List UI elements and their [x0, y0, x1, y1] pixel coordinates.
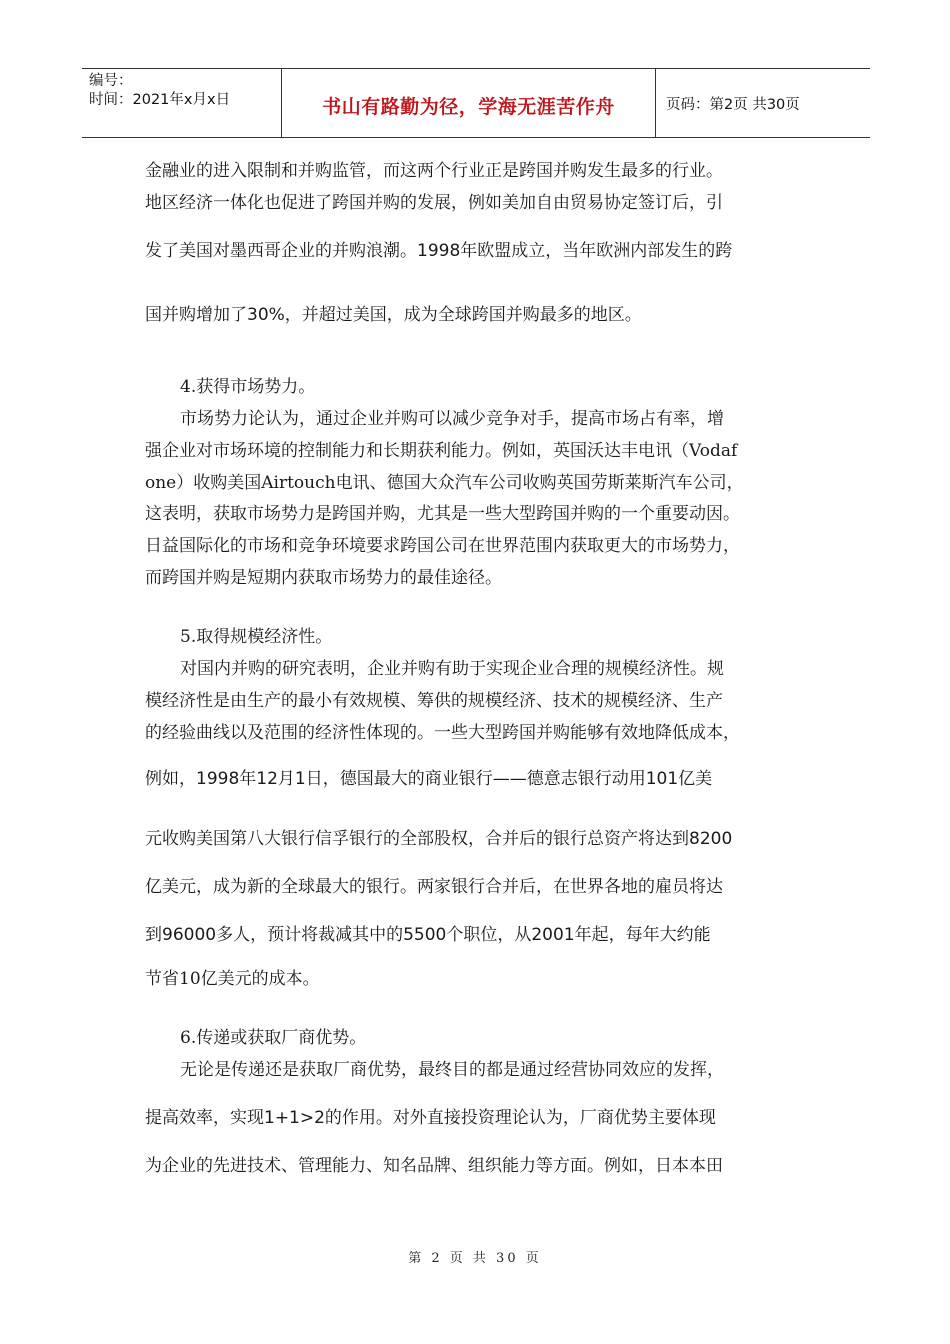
date-label: 时间：2021年x月x日 [89, 92, 231, 108]
text-line: 节省10亿美元的成本。 [145, 969, 320, 989]
text-line: 金融业的进入限制和并购监管，而这两个行业正是跨国并购发生最多的行业。 [145, 161, 723, 181]
header-page-info: 页码：第2页 共30页 [666, 97, 800, 113]
header-motto: 书山有路勤为径，学海无涯苦作舟 [322, 96, 615, 118]
text-line: 的经验曲线以及范围的经济性体现的。一些大型跨国并购能够有效地降低成本， [145, 723, 740, 743]
page-header [82, 68, 870, 138]
section-heading: 5.取得规模经济性。 [180, 627, 333, 647]
text-line: 发了美国对墨西哥企业的并购浪潮。1998年欧盟成立，当年欧洲内部发生的跨 [145, 241, 733, 261]
text-line: 强企业对市场环境的控制能力和长期获利能力。例如，英国沃达丰电讯（Vodaf [145, 441, 738, 461]
text-line: 例如，1998年12月1日，德国最大的商业银行——德意志银行动用101亿美 [145, 769, 713, 789]
code-label: 编号： [89, 73, 133, 89]
text-line: 国并购增加了30%，并超过美国，成为全球跨国并购最多的地区。 [145, 305, 642, 325]
text-line: 亿美元，成为新的全球最大的银行。两家银行合并后，在世界各地的雇员将达 [145, 877, 723, 897]
text-line: 提高效率，实现1+1>2的作用。对外直接投资理论认为，厂商优势主要体现 [145, 1108, 716, 1128]
text-line: 日益国际化的市场和竞争环境要求跨国公司在世界范围内获取更大的市场势力， [145, 536, 740, 556]
text-line: 而跨国并购是短期内获取市场势力的最佳途径。 [145, 568, 502, 588]
text-line: 元收购美国第八大银行信孚银行的全部股权，合并后的银行总资产将达到8200 [145, 829, 733, 849]
header-meta [89, 72, 230, 110]
text-line: 这表明，获取市场势力是跨国并购，尤其是一些大型跨国并购的一个重要动因。 [145, 504, 740, 524]
text-line: 模经济性是由生产的最小有效规模、筹供的规模经济、技术的规模经济、生产 [145, 691, 723, 711]
text-line: 对国内并购的研究表明，企业并购有助于实现企业合理的规模经济性。规 [180, 659, 724, 679]
section-heading: 4.获得市场势力。 [180, 377, 316, 397]
section-heading: 6.传递或获取厂商优势。 [180, 1028, 367, 1048]
text-line: 为企业的先进技术、管理能力、知名品牌、组织能力等方面。例如，日本本田 [145, 1156, 723, 1176]
text-line: 市场势力论认为，通过企业并购可以减少竞争对手，提高市场占有率，增 [180, 409, 724, 429]
page-footer: 第 2 页 共 30 页 [408, 1251, 542, 1266]
text-line: 到96000多人，预计将裁减其中的5500个职位，从2001年起，每年大约能 [145, 925, 711, 945]
text-line: 地区经济一体化也促进了跨国并购的发展，例如美加自由贸易协定签订后，引 [145, 193, 723, 213]
text-line: one）收购美国Airtouch电讯、德国大众汽车公司收购英国劳斯莱斯汽车公司， [145, 473, 744, 493]
text-line: 无论是传递还是获取厂商优势，最终目的都是通过经营协同效应的发挥， [180, 1060, 724, 1080]
header-divider [655, 69, 656, 137]
